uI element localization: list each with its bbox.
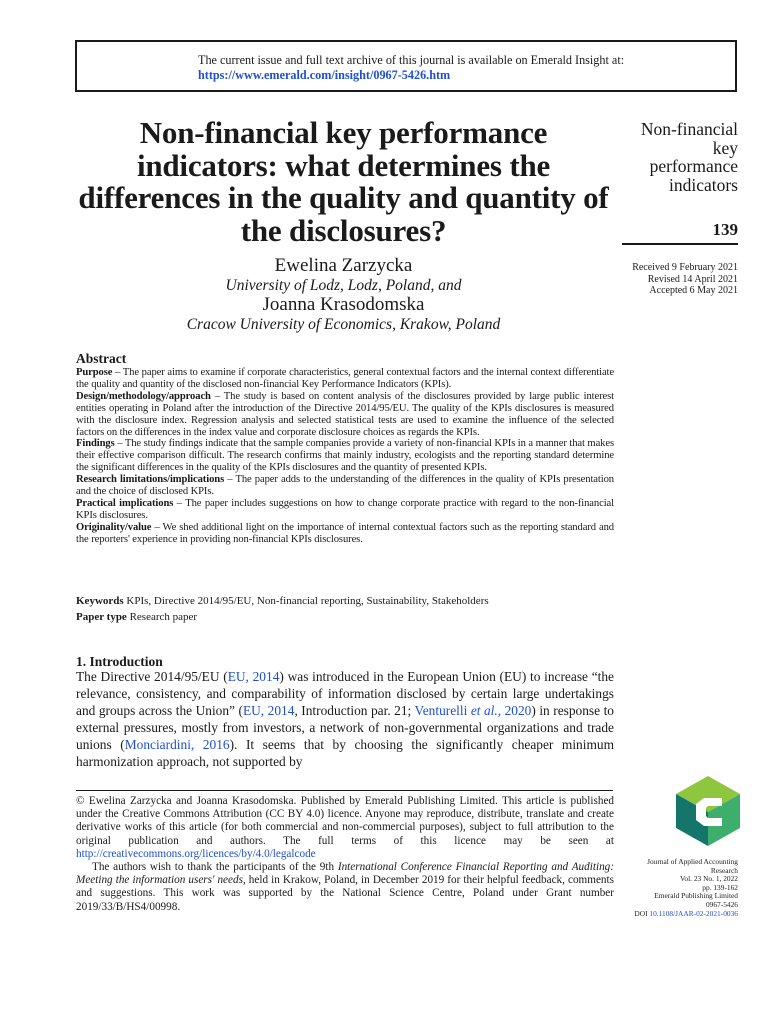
doi: DOI 10.1108/JAAR-02-2021-0036 [634,908,738,918]
footnote [76,795,614,914]
keywords: Keywords KPIs, Directive 2014/95/EU, Non-financial reporting, Sustainability, Stakeholders [76,595,489,607]
running-head [612,120,738,194]
journal-name: Journal of Applied Accounting [647,857,738,866]
accepted-date: Accepted 6 May 2021 [649,285,738,296]
received-date: Received 9 February 2021 [632,262,738,273]
running-head-line: indicators [668,174,738,195]
abstract-originality: Originality/value – We shed additional light on the importance of internal contextual factors such as the reporting standard and the reporters' experience in providing non-financial KPIs disclosures. [76,521,614,545]
issn: 0967-5426 [705,899,738,909]
citation-link[interactable]: EU, 2014 [242,702,295,718]
licence-link[interactable]: http://creativecommons.org/licences/by/4.0/legalcode [76,847,316,860]
journal-volume: Vol. 23 No. 1, 2022 [680,874,738,884]
introduction-body: The Directive 2014/95/EU (EU, 2014) was introduced in the European Union (EU) to increase “the relevance, consistency, and comparability of information disclosed by certain large undertakings and groups across the Union” (EU, 2014, Introduction par. 21; Venturelli et al., 2020) in response to external pressures, mostly from investors, a network of non-governmental organizations and trade unions (Monciardini, 2016). It seems that by choosing the significantly cheaper minimum harmonization approach, not supported by [76,669,614,769]
journal-archive-link[interactable]: https://www.emerald.com/insight/0967-5426.htm [198,68,451,82]
paper-type: Paper type Research paper [76,611,198,623]
abstract-practical: Practical implications – The paper includes suggestions on how to change corporate practice with regard to the non-financial KPIs disclosures. [76,497,614,521]
acknowledgement-note: The authors wish to thank the participants of the 9th International Conference Financial Reporting and Auditing: Meeting the information users' needs, held in Krakow, Poland, in December 2019 for their helpful feedback, comments and suggestions. This work was supported by the National Science Centre, Poland under Grant number 2019/33/B/HS4/00998. [76,861,614,913]
running-head-line: performance [649,156,738,176]
footnote-divider [76,790,613,791]
citation-link[interactable]: Monciardini, 2016 [124,736,230,752]
running-head-line: key [712,137,738,158]
revised-date: Revised 14 April 2021 [647,273,738,285]
author-affiliation: Cracow University of Economics, Krakow, Poland [186,316,501,333]
citation-link[interactable]: Venturelli et al., 2020 [414,702,532,718]
author-affiliation: University of Lodz, Lodz, Poland, and [225,277,462,294]
running-head-line: Non-financial [640,119,738,139]
journal-name-cont: Research [710,865,738,875]
abstract-purpose: Purpose – The paper aims to examine if corporate characteristics, general contextual factors and the internal context differentiate the quality and quantity of the disclosed non-financial Key Performance Indicators (KPIs). [76,367,614,390]
paper-title: Non-financial key performance indicators: what determines the differences in the quality and quantity of the disclosures? [78,115,609,248]
abstract-design: Design/methodology/approach – The study is based on content analysis of the disclosures provided by large public interest entities operating in Poland after the introduction of the Directive 2014/95/EU. The quality of the KPIs disclosures is measured with the disclosure index. Regression analysis and selected statistical tests are used to examine the influence of the selected factors on the differences in the index value and corporate disclosure choices as regards the KPIs. [76,390,614,438]
abstract-body [76,367,614,546]
copyright-note: © Ewelina Zarzycka and Joanna Krasodomska. Published by Emerald Publishing Limited. This article is published under the Creative Commons Attribution (CC BY 4.0) licence. Anyone may reproduce, distribute, translate and create derivative works of this article (for both commercial and non-commercial purposes), subject to full attribution to the original publication and authors. The full terms of this licence may be seen at http://creativecommons.org/licences/by/4.0/legalcode [76,795,614,860]
doi-link[interactable]: 10.1108/JAAR-02-2021-0036 [649,908,738,918]
publisher: Emerald Publishing Limited [654,891,738,901]
abstract-heading: Abstract [76,351,127,366]
margin-divider [622,243,738,245]
journal-pages: pp. 139-162 [702,882,738,892]
citation-link[interactable]: EU, 2014 [227,669,280,684]
author-name: Joanna Krasodomska [262,294,425,315]
section-heading: 1. Introduction [76,654,163,669]
page-number: 139 [712,220,738,239]
emerald-logo-icon [676,776,740,846]
abstract-findings: Findings – The study findings indicate that the sample companies provide a variety of non-financial KPIs in a manner that makes their effective comparison difficult. The research confirms that mainly industry, ecologists and the reporting standard determine the significant differences in the quality of the KPIs disclosures and the quantity of presented KPIs. [76,438,614,474]
notice-text: The current issue and full text archive of this journal is available on Emerald Insight at: [198,53,625,67]
journal-info [600,858,738,918]
author-name: Ewelina Zarzycka [274,255,413,276]
abstract-limitations: Research limitations/implications – The paper adds to the understanding of the differences in the quality of KPIs presentation and the choice of disclosed KPIs. [76,474,614,498]
